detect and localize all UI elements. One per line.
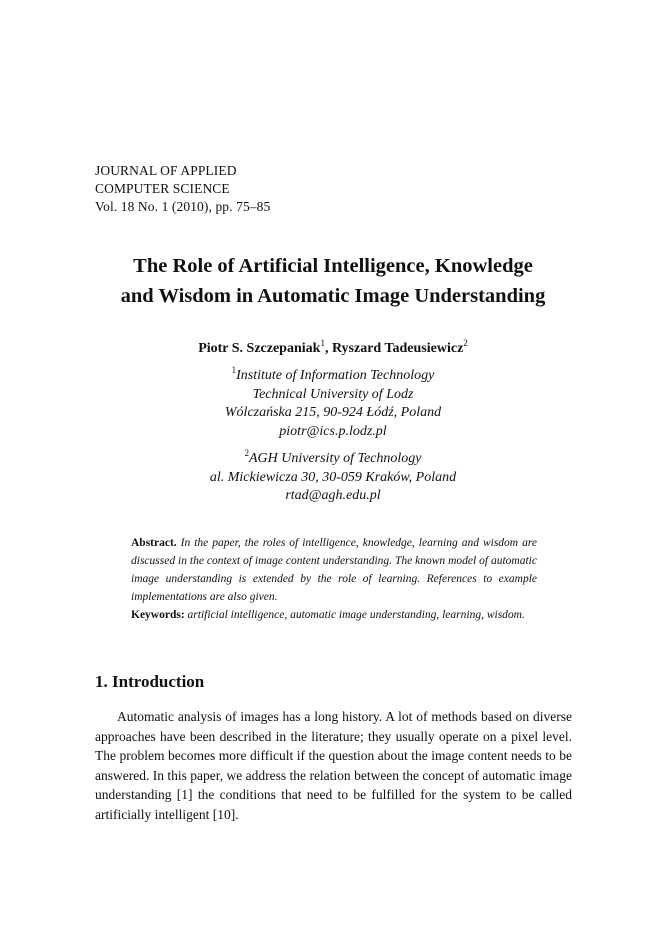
keywords-text: artificial intelligence, automatic image understanding, learning, wisdom. — [187, 609, 525, 621]
abstract-block — [131, 534, 537, 624]
journal-volume-info: Vol. 18 No. 1 (2010), pp. 75–85 — [95, 199, 271, 214]
affiliation-1 — [70, 367, 596, 441]
keywords-label: Keywords: — [131, 609, 185, 621]
author-2-name: Ryszard Tadeusiewicz — [331, 341, 464, 356]
affiliation-1-address: Wólczańska 215, 90-924 Łódź, Poland — [224, 405, 442, 420]
journal-name-line2: COMPUTER SCIENCE — [95, 181, 230, 196]
affiliation-2-mark: 2 — [244, 448, 249, 458]
affiliation-1-institute: Institute of Information Technology — [236, 368, 435, 383]
paper-title-line2: and Wisdom in Automatic Image Understanding — [120, 285, 546, 307]
affiliation-2-email: rtad@agh.edu.pl — [285, 488, 381, 503]
affiliation-2-address: al. Mickiewicza 30, 30-059 Kraków, Poland — [209, 469, 457, 485]
affiliation-1-mark: 1 — [231, 365, 237, 375]
abstract-paragraph — [131, 534, 537, 606]
author-2-affiliation-mark: 2 — [463, 338, 468, 348]
paper-title-line1: The Role of Artificial Intelligence, Knowledge — [133, 255, 533, 277]
author-1-affiliation-mark: 1 — [320, 338, 325, 348]
affiliation-1-university: Technical University of Lodz — [252, 386, 414, 402]
section-heading-introduction: 1. Introduction — [95, 672, 205, 691]
abstract-text: In the paper, the roles of intelligence, knowledge, learning and wisdom are discussed in the context of image content understanding. The known model of automatic image understanding is extended by the role of learning. References to example implementations are also given. — [131, 537, 538, 603]
keywords-paragraph — [131, 606, 537, 624]
author-separator: , — [324, 341, 332, 356]
affiliation-2-university: AGH University of Technology — [248, 451, 422, 466]
affiliation-1-email: piotr@ics.p.lodz.pl — [279, 423, 387, 439]
journal-name-line1: JOURNAL OF APPLIED — [95, 163, 237, 178]
affiliation-2 — [70, 450, 596, 506]
paper-title — [70, 251, 596, 311]
author-list — [70, 339, 596, 359]
abstract-label: Abstract. — [131, 537, 177, 549]
introduction-paragraph: Automatic analysis of images has a long history. A lot of methods based on diverse approaches have been described in the literature; they usually operate on a pixel level. The problem becomes more difficult if the question about the image content needs to be answered. In this paper, we address the relation between the concept of automatic image understanding [1] the conditions that need to be fulfilled for the system to be called artificially intelligent [10]. — [95, 709, 572, 822]
author-1-name: Piotr S. Szczepaniak — [198, 341, 321, 356]
journal-header — [95, 162, 415, 216]
